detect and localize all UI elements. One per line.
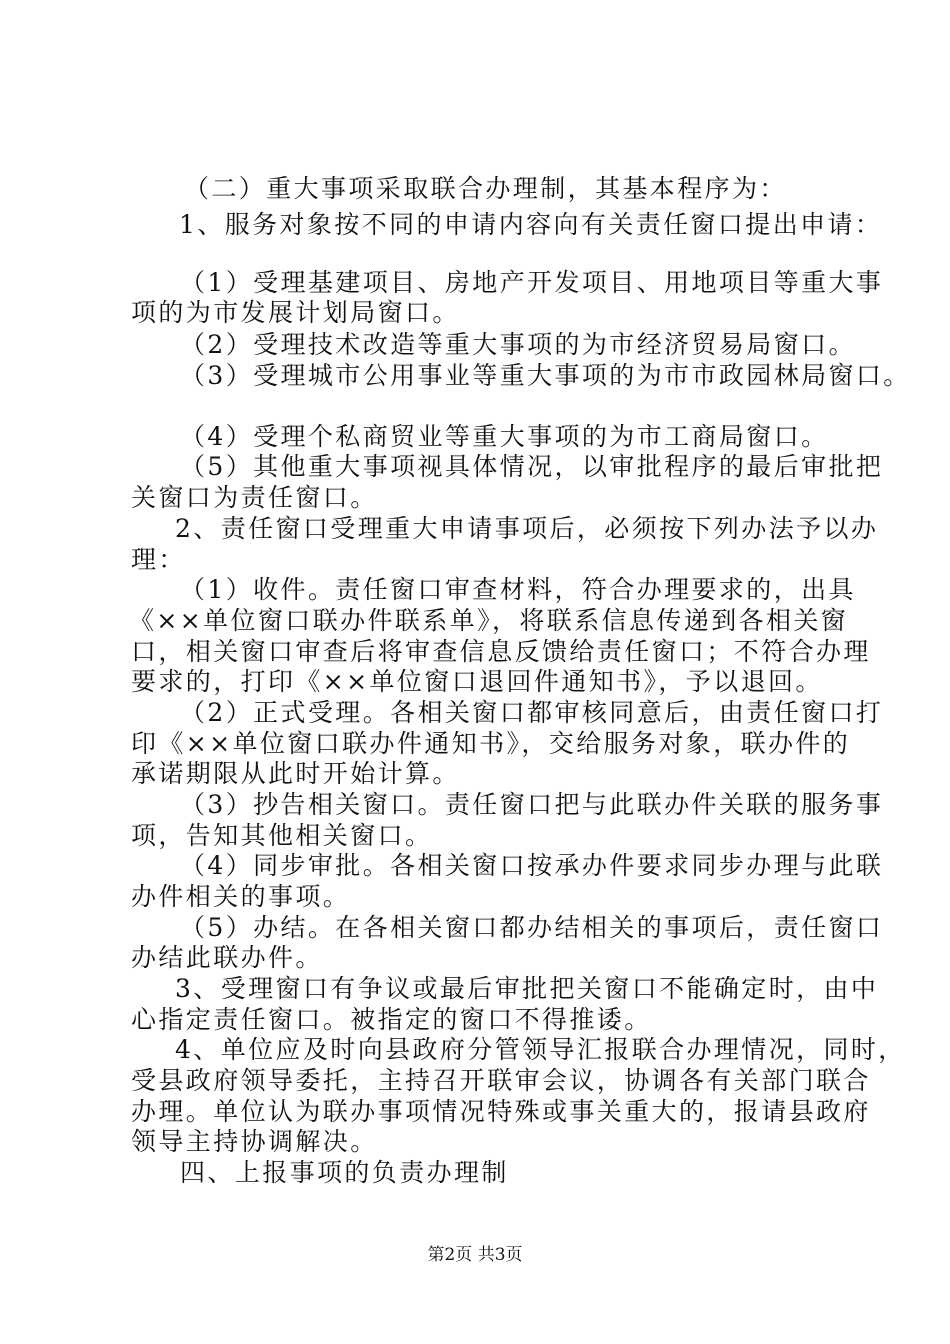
text-line: 要求的，打印《××单位窗口退回件通知书》，予以退回。: [131, 667, 823, 696]
text-line: （3）抄告相关窗口。责任窗口把与此联办件关联的服务事: [180, 790, 884, 819]
text-line: 领导主持协调解决。: [131, 1127, 378, 1156]
text-line: 承诺期限从此时开始计算。: [131, 759, 460, 788]
text-line: 4、单位应及时向县政府分管领导汇报联合办理情况，同时，: [175, 1035, 906, 1064]
text-line: （1）收件。责任窗口审查材料，符合办理要求的，出具: [180, 575, 856, 604]
section-heading: 四、上报事项的负责办理制: [180, 1158, 509, 1187]
text-line: （4）同步审批。各相关窗口按承办件要求同步办理与此联: [180, 851, 884, 880]
text-line: （4）受理个私商贸业等重大事项的为市工商局窗口。: [180, 422, 829, 451]
text-line: 口，相关窗口审查后将审查信息反馈给责任窗口；不符合办理: [131, 637, 871, 666]
text-line: 心指定责任窗口。被指定的窗口不得推诿。: [131, 1005, 652, 1034]
text-line: （3）受理城市公用事业等重大事项的为市市政园林局窗口。: [180, 361, 911, 390]
text-line: （1）受理基建项目、房地产开发项目、用地项目等重大事: [180, 268, 884, 297]
text-line: （2）受理技术改造等重大事项的为市经济贸易局窗口。: [180, 330, 856, 359]
text-line: 受县政府领导委托，主持召开联审会议，协调各有关部门联合: [131, 1066, 871, 1095]
text-line: （二）重大事项采取联合办理制，其基本程序为：: [184, 174, 787, 203]
text-line: （5）办结。在各相关窗口都办结相关的事项后，责任窗口: [180, 913, 884, 942]
text-line: 关窗口为责任窗口。: [131, 483, 378, 512]
text-line: （5）其他重大事项视具体情况，以审批程序的最后审批把: [180, 452, 884, 481]
text-line: 办结此联办件。: [131, 943, 323, 972]
text-line: 办理。单位认为联办事项情况特殊或事关重大的，报请县政府: [131, 1097, 871, 1126]
text-line: 3、受理窗口有争议或最后审批把关窗口不能确定时，由中: [175, 974, 879, 1003]
text-line: 印《××单位窗口联办件通知书》，交给服务对象，联办件的: [131, 729, 851, 758]
text-line: 《××单位窗口联办件联系单》，将联系信息传递到各相关窗: [129, 606, 849, 635]
text-line: 项，告知其他相关窗口。: [131, 821, 433, 850]
text-line: （2）正式受理。各相关窗口都审核同意后，由责任窗口打: [180, 698, 884, 727]
text-line: 项的为市发展计划局窗口。: [131, 298, 460, 327]
text-line: 2、责任窗口受理重大申请事项后，必须按下列办法予以办: [175, 514, 879, 543]
text-line: 1、服务对象按不同的申请内容向有关责任窗口提出申请：: [179, 210, 883, 239]
text-line: 理：: [131, 545, 186, 574]
page-number: 第2页 共3页: [427, 1245, 523, 1265]
text-line: 办件相关的事项。: [131, 882, 351, 911]
